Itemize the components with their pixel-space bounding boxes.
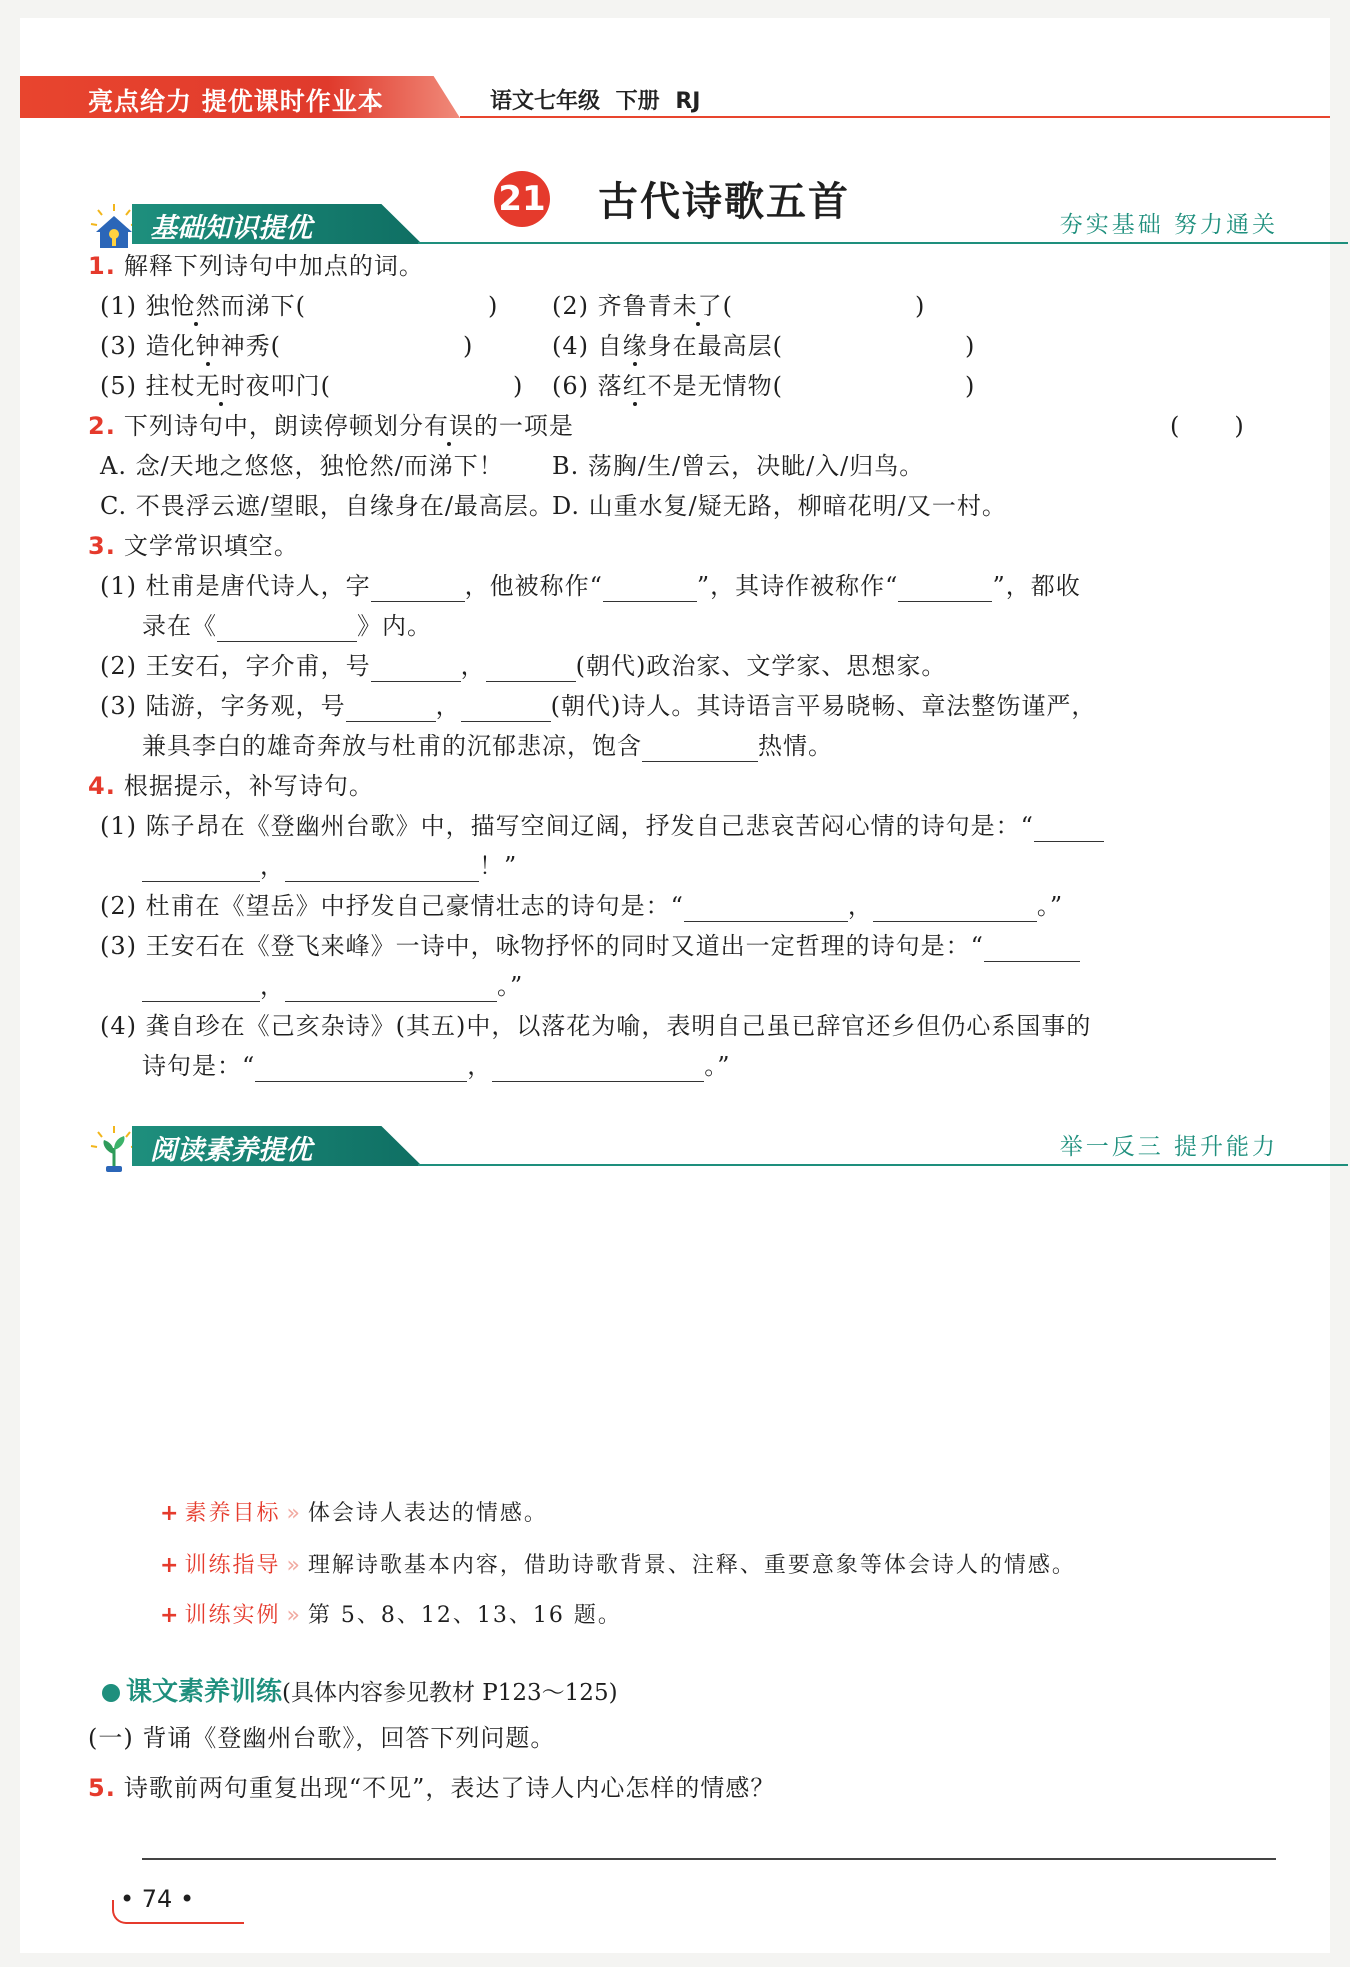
q4-line-3-cont: ， 。” xyxy=(142,970,523,1002)
blank[interactable] xyxy=(984,937,1080,962)
blank[interactable] xyxy=(142,977,260,1002)
section-slogan: 夯实基础 努力通关 xyxy=(1059,212,1278,238)
question-3-stem: 3. 文学常识填空。 xyxy=(88,532,299,560)
q1-item-3: (3) 造化钟神秀( ) xyxy=(100,332,474,360)
goal-examples: + 训练实例 » 第 5、8、12、13、16 题。 xyxy=(160,1603,622,1628)
q2-option-b: B. 荡胸/生/曾云，决眦/入/归鸟。 xyxy=(552,452,925,480)
q4-line-3: (3) 王安石在《登飞来峰》一诗中，咏物抒怀的同时又道出一定哲理的诗句是：“ xyxy=(100,930,1080,962)
book-meta: 语文七年级 下册 RJ xyxy=(490,89,701,114)
header-divider xyxy=(460,116,1330,118)
q2-option-c: C. 不畏浮云遮/望眼，自缘身在/最高层。 xyxy=(100,492,554,520)
blank[interactable] xyxy=(217,617,357,642)
blank[interactable] xyxy=(346,697,436,722)
blank[interactable] xyxy=(603,577,697,602)
blank[interactable] xyxy=(1034,817,1104,842)
section-title: 阅读素养提优 xyxy=(150,1135,312,1166)
section-slogan: 举一反三 提升能力 xyxy=(1059,1134,1278,1160)
blank[interactable] xyxy=(371,577,465,602)
section-banner-reading xyxy=(88,1116,1278,1174)
question-5-stem: 5. 诗歌前两句重复出现“不见”，表达了诗人内心怎样的情感？ xyxy=(88,1774,776,1802)
part-1-instruction: (一) 背诵《登幽州台歌》，回答下列问题。 xyxy=(88,1724,556,1752)
blank[interactable] xyxy=(285,857,479,882)
q2-answer-paren[interactable]: ( ) xyxy=(1170,412,1245,440)
blank[interactable] xyxy=(371,657,461,682)
blank[interactable] xyxy=(684,897,848,922)
question-4-stem: 4. 根据提示，补写诗句。 xyxy=(88,772,374,800)
blank[interactable] xyxy=(873,897,1037,922)
answer-line[interactable] xyxy=(142,1858,1276,1860)
q4-line-2: (2) 杜甫在《望岳》中抒发自己豪情壮志的诗句是：“ ， 。” xyxy=(100,892,1064,920)
q1-item-4: (4) 自缘身在最高层( ) xyxy=(552,332,976,360)
book-series-title: 亮点给力 提优课时作业本 xyxy=(88,87,384,116)
q4-line-4-cont: 诗句是：“ ， 。” xyxy=(142,1052,731,1080)
q3-line-3-cont: 兼具李白的雄奇奔放与杜甫的沉郁悲凉，饱含 热情。 xyxy=(142,732,833,760)
blank[interactable] xyxy=(285,977,497,1002)
blank[interactable] xyxy=(486,657,576,682)
blank[interactable] xyxy=(898,577,992,602)
q4-line-1-cont: ， ！” xyxy=(142,850,517,882)
q3-line-3: (3) 陆游，字务观，号 ， (朝代)诗人。其诗语言平易晓畅、章法整饬谨严， xyxy=(100,692,1097,720)
question-2-stem: 2. 下列诗句中，朗读停顿划分有误的一项是 xyxy=(88,412,574,440)
blank[interactable] xyxy=(461,697,551,722)
blank[interactable] xyxy=(642,737,758,762)
q4-line-4: (4) 龚自珍在《己亥杂诗》(其五)中，以落花为喻，表明自己虽已辞官还乡但仍心系国事的 xyxy=(100,1012,1092,1040)
lesson-title: 古代诗歌五首 xyxy=(598,178,850,225)
goal-literacy: + 素养目标 » 体会诗人表达的情感。 xyxy=(160,1501,548,1526)
q1-item-1: (1) 独怆然而涕下( ) xyxy=(100,292,499,320)
q2-option-d: D. 山重水复/疑无路，柳暗花明/又一村。 xyxy=(552,492,1007,520)
question-1-stem: 1. 解释下列诗句中加点的词。 xyxy=(88,252,424,280)
goal-guidance: + 训练指导 » 理解诗歌基本内容，借助诗歌背景、注释、重要意象等体会诗人的情感。 xyxy=(160,1553,1076,1578)
q2-option-a: A. 念/天地之悠悠，独怆然/而涕下！ xyxy=(100,452,504,480)
worksheet-page xyxy=(20,18,1330,1953)
lesson-number-badge: 21 xyxy=(494,171,550,227)
blank[interactable] xyxy=(492,1057,704,1082)
q3-line-1-cont: 录在《 》内。 xyxy=(142,612,432,640)
q4-line-1: (1) 陈子昂在《登幽州台歌》中，描写空间辽阔，抒发自己悲哀苦闷心情的诗句是：“ xyxy=(100,810,1104,842)
q1-item-5: (5) 拄杖无时夜叩门( ) xyxy=(100,372,524,400)
section-banner-basic xyxy=(88,194,1278,252)
page-number: • 74 • xyxy=(120,1885,195,1913)
q3-line-1: (1) 杜甫是唐代诗人，字 ，他被称作“ ”，其诗作被称作“ ”，都收 xyxy=(100,572,1081,600)
subsection-heading: 课文素养训练(具体内容参见教材 P123～125) xyxy=(102,1671,618,1708)
bullet-icon xyxy=(102,1684,120,1702)
q3-line-2: (2) 王安石，字介甫，号 ， (朝代)政治家、文学家、思想家。 xyxy=(100,652,947,680)
q1-item-2: (2) 齐鲁青未了( ) xyxy=(552,292,926,320)
q1-item-6: (6) 落红不是无情物( ) xyxy=(552,372,976,400)
section-title: 基础知识提优 xyxy=(150,213,312,244)
blank[interactable] xyxy=(142,857,260,882)
blank[interactable] xyxy=(255,1057,467,1082)
